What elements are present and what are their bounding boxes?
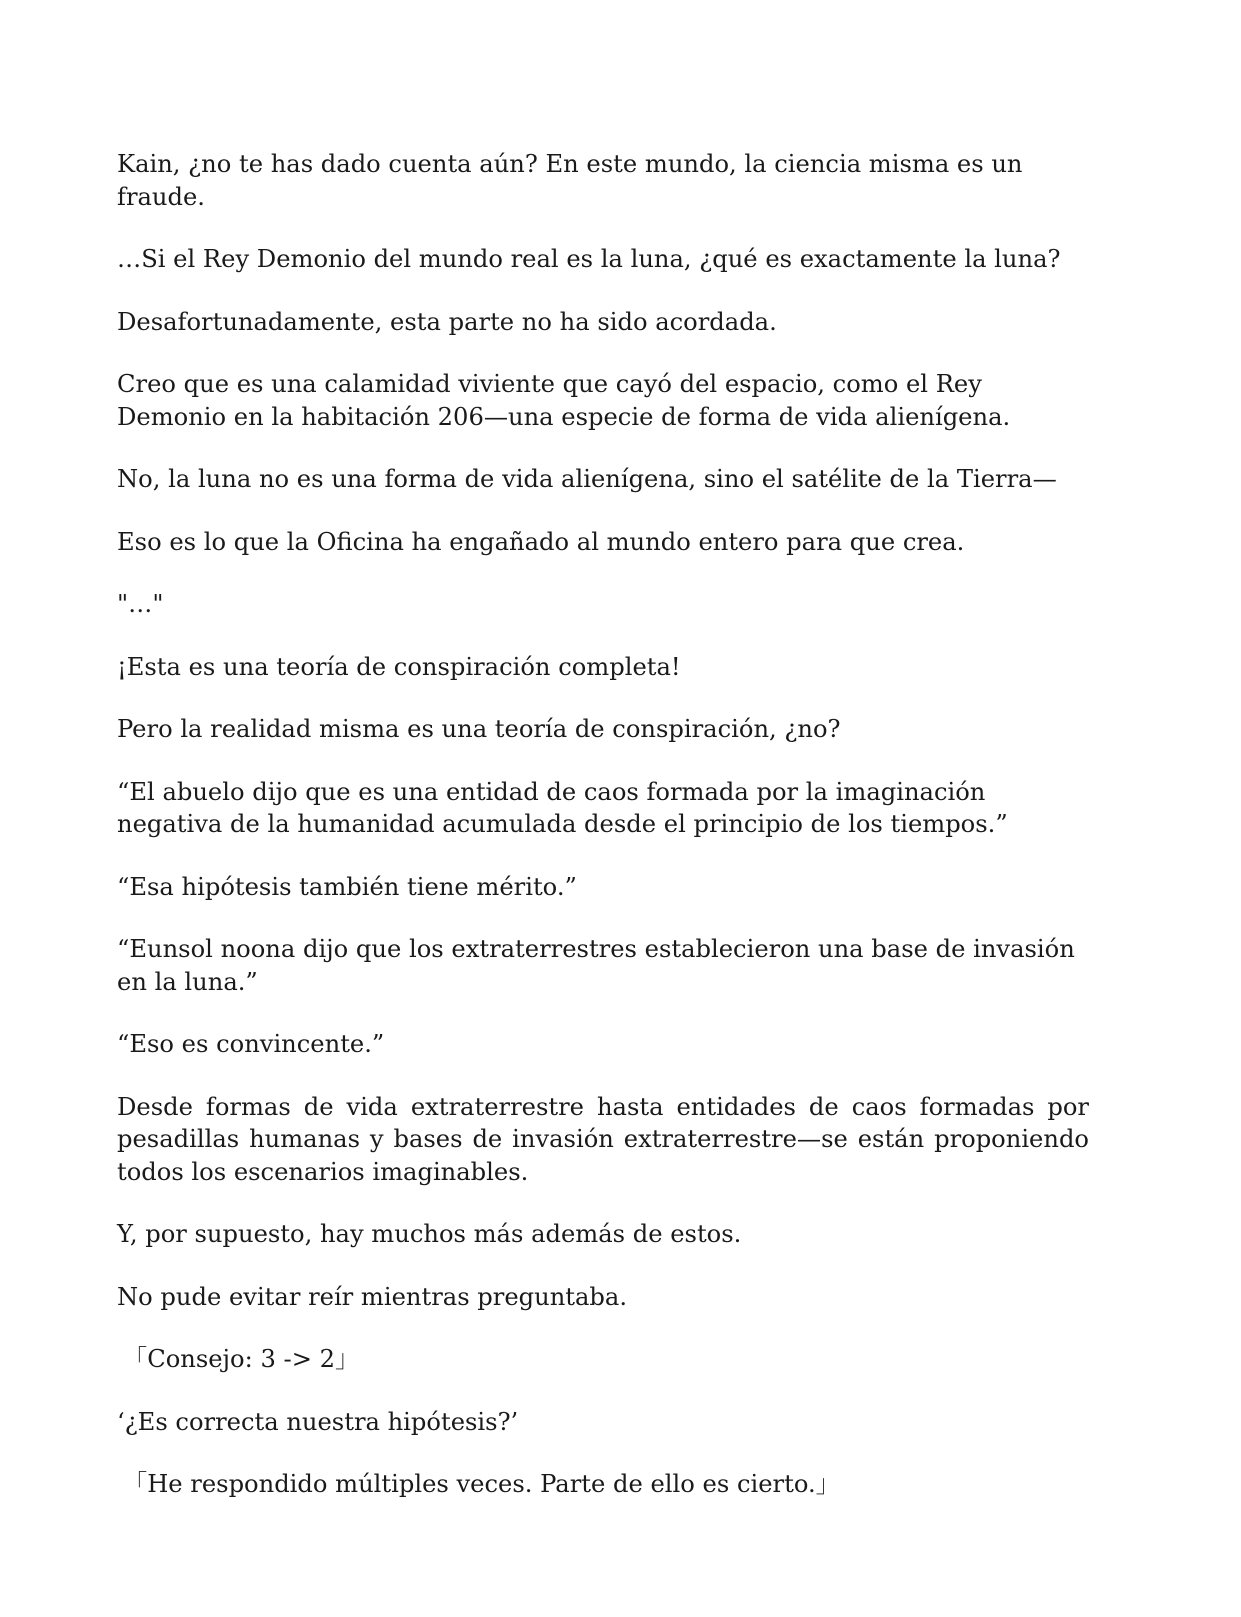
paragraph-13: “Eso es convincente.”	[117, 1030, 385, 1058]
paragraph-12: “Eunsol noona dijo que los extraterrestres establecieron una base de invasión en la luna.”	[117, 935, 1075, 996]
paragraph-3: Desafortunadamente, esta parte no ha sido acordada.	[117, 307, 777, 336]
paragraph-10: “El abuelo dijo que es una entidad de caos formada por la imaginación negativa de la humanidad acumulada desde el principio de los tiempos.”	[117, 777, 1008, 838]
paragraph-11: “Esa hipótesis también tiene mérito.”	[117, 872, 577, 901]
paragraph-4: Creo que es una calamidad viviente que cayó del espacio, como el Rey Demonio en la habitación 206—una especie de forma de vida alienígena.	[117, 370, 1011, 431]
paragraph-8: ¡Esta es una teoría de conspiración completa!	[117, 652, 681, 681]
paragraph-14: Desde formas de vida extraterrestre hasta entidades de caos formadas por pesadillas humanas y bases de invasión extraterrestre—se están proponiendo todos los escenarios imaginables.	[117, 1092, 1089, 1186]
paragraph-7: "…"	[117, 590, 164, 618]
paragraph-9: Pero la realidad misma es una teoría de conspiración, ¿no?	[117, 715, 841, 743]
paragraph-6: Eso es lo que la Oficina ha engañado al mundo entero para que crea.	[117, 527, 965, 556]
page-content	[117, 148, 1089, 1531]
paragraph-15: Y, por supuesto, hay muchos más además de estos.	[117, 1220, 742, 1248]
paragraph-1: Kain, ¿no te has dado cuenta aún? En este mundo, la ciencia misma es un fraude.	[117, 150, 1023, 211]
system-message-advice: 「Consejo: 3 -> 2」	[123, 1345, 360, 1373]
paragraph-16: No pude evitar reír mientras preguntaba.	[117, 1282, 628, 1311]
paragraph-5: No, la luna no es una forma de vida alienígena, sino el satélite de la Tierra—	[117, 465, 1057, 493]
paragraph-2: …Si el Rey Demonio del mundo real es la luna, ¿qué es exactamente la luna?	[117, 245, 1061, 273]
paragraph-18: ‘¿Es correcta nuestra hipótesis?’	[117, 1407, 519, 1436]
system-message-answer: 「He respondido múltiples veces. Parte de ello es cierto.」	[123, 1470, 840, 1498]
